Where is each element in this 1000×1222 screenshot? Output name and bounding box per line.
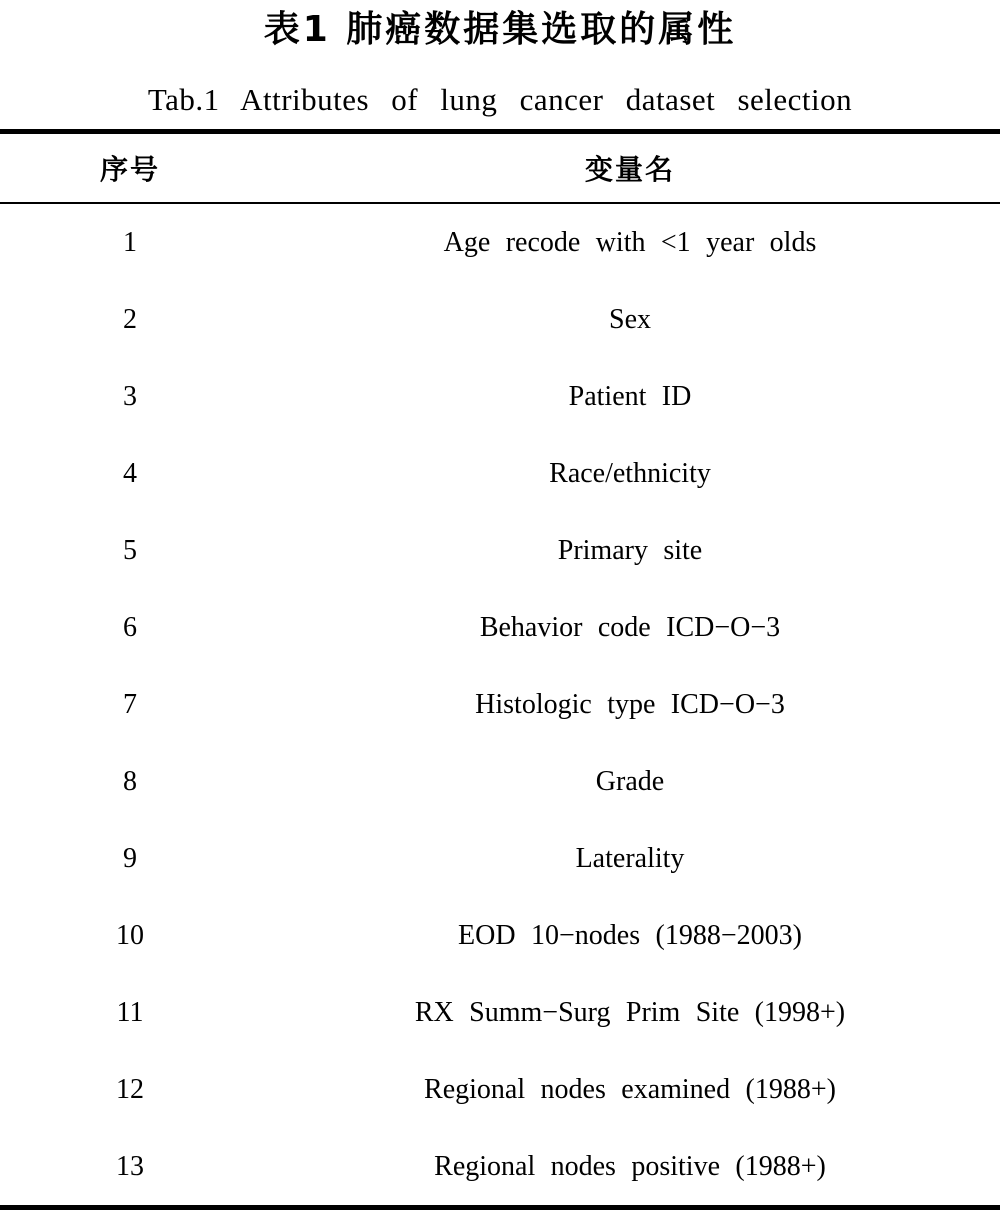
column-header-serial-number: 序号 xyxy=(0,132,260,204)
table-row xyxy=(0,203,1000,281)
row-variable-name: Behavior code ICD−O−3 xyxy=(479,611,781,643)
row-serial-number: 7 xyxy=(123,688,137,720)
table-row xyxy=(0,974,1000,1051)
table-caption-chinese: 表1 肺癌数据集选取的属性 xyxy=(263,9,737,50)
row-serial-number: 13 xyxy=(116,1150,144,1182)
row-serial-number: 10 xyxy=(116,919,144,951)
row-serial-number: 5 xyxy=(123,534,137,566)
table-row xyxy=(0,358,1000,435)
table-row xyxy=(0,1051,1000,1128)
table-body xyxy=(0,203,1000,1208)
table-caption-english: Tab.1 Attributes of lung cancer dataset selection xyxy=(147,82,853,117)
row-serial-number: 4 xyxy=(123,457,137,489)
row-serial-number: 8 xyxy=(123,765,137,797)
row-variable-name: Age recode with <1 year olds xyxy=(443,226,817,258)
row-variable-name: EOD 10−nodes (1988−2003) xyxy=(458,919,802,951)
row-serial-number: 11 xyxy=(116,996,144,1028)
row-variable-name: Patient ID xyxy=(568,380,692,412)
table-row xyxy=(0,589,1000,666)
table-row xyxy=(0,1128,1000,1208)
row-variable-name: Regional nodes examined (1988+) xyxy=(424,1073,836,1105)
row-variable-name: Regional nodes positive (1988+) xyxy=(434,1150,826,1182)
row-variable-name: Grade xyxy=(595,765,665,797)
row-serial-number: 1 xyxy=(123,226,137,258)
table-row xyxy=(0,666,1000,743)
table-row xyxy=(0,897,1000,974)
row-serial-number: 3 xyxy=(123,380,137,412)
row-variable-name: Histologic type ICD−O−3 xyxy=(475,688,785,720)
table-row xyxy=(0,743,1000,820)
table-row xyxy=(0,820,1000,897)
column-header-variable-name: 变量名 xyxy=(260,132,1000,204)
table-row xyxy=(0,281,1000,358)
row-variable-name: Sex xyxy=(609,303,651,335)
row-serial-number: 6 xyxy=(123,611,137,643)
row-variable-name: Laterality xyxy=(575,842,685,874)
row-serial-number: 12 xyxy=(116,1073,144,1105)
table-row xyxy=(0,435,1000,512)
attributes-table xyxy=(0,129,1000,1210)
table-row xyxy=(0,512,1000,589)
row-serial-number: 2 xyxy=(123,303,137,335)
table-header-row xyxy=(0,132,1000,204)
row-serial-number: 9 xyxy=(123,842,137,874)
row-variable-name: Primary site xyxy=(557,534,703,566)
row-variable-name: Race/ethnicity xyxy=(549,457,711,489)
row-variable-name: RX Summ−Surg Prim Site (1998+) xyxy=(414,996,846,1028)
